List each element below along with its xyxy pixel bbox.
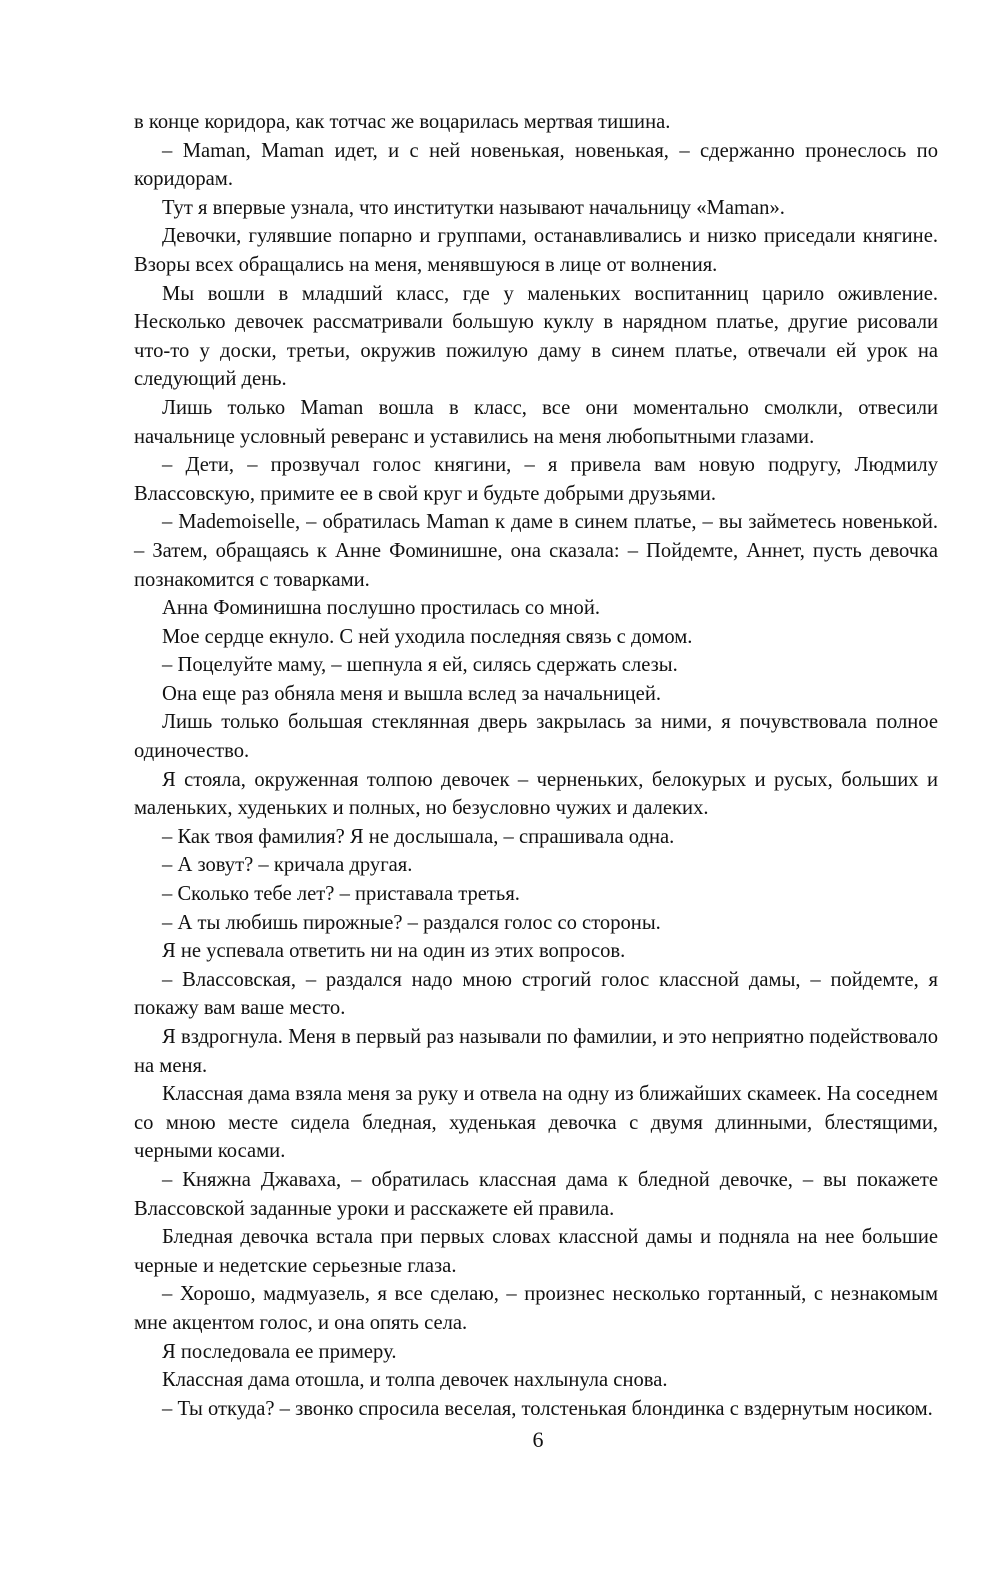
paragraph: – А зовут? – кричала другая.	[162, 854, 413, 877]
paragraph: Мы вошли в младший класс, где у маленьких воспитанниц царило оживление. Несколько девочек рассматривали большую куклу в нарядном платье, другие рисовали что-то у доски, третьи, окружив пожилую даму в синем платье, отвечали ей урок на следующий день.	[134, 282, 938, 391]
paragraph: Мое сердце екнуло. С ней уходила последняя связь с домом.	[162, 625, 693, 648]
paragraph: Я не успевала ответить ни на один из этих вопросов.	[162, 940, 626, 963]
paragraph: Она еще раз обняла меня и вышла вслед за начальницей.	[162, 682, 661, 705]
paragraph: – Хорошо, мадмуазель, я все сделаю, – произнес несколько гортанный, с незнакомым мне акцентом голос, и она опять села.	[134, 1283, 938, 1334]
paragraph: Я стояла, окруженная толпою девочек – черненьких, белокурых и русых, больших и маленьких, худеньких и полных, но безусловно чужих и далеких.	[134, 768, 938, 820]
paragraph: Тут я впервые узнала, что институтки называют начальницу «Maman».	[162, 196, 785, 219]
paragraph: Я последовала ее примеру.	[162, 1340, 397, 1363]
paragraph: Классная дама отошла, и толпа девочек нахлынула снова.	[162, 1369, 668, 1392]
paragraph: – Maman, Maman идет, и с ней новенькая, новенькая, – сдержанно пронеслось по коридорам.	[134, 139, 938, 191]
paragraph: – Сколько тебе лет? – приставала третья.	[162, 883, 520, 906]
paragraph: в конце коридора, как тотчас же воцарилась мертвая тишина.	[134, 111, 671, 133]
paragraph: – Дети, – прозвучал голос княгини, – я привела вам новую подругу, Людмилу Влассовскую, примите ее в свой круг и будьте добрыми друзьями.	[134, 454, 938, 505]
paragraph: Лишь только Maman вошла в класс, все они моментально смолкли, отвесили начальнице условный реверанс и уставились на меня любопытными глазами.	[134, 396, 938, 448]
paragraph: – Княжна Джаваха, – обратилась классная дама к бледной девочке, – вы покажете Влассовской заданные уроки и расскажете ей правила.	[134, 1168, 938, 1220]
paragraph: Бледная девочка встала при первых словах классной дамы и подняла на нее большие черные и недетские серьезные глаза.	[134, 1226, 938, 1277]
paragraph: Анна Фоминишна послушно простилась со мной.	[162, 597, 600, 620]
page-number: 6	[532, 1427, 544, 1452]
paragraph: – Поцелуйте маму, – шепнула я ей, силясь сдержать слезы.	[162, 654, 678, 677]
body-text	[134, 108, 938, 1423]
paragraph: – Mademoiselle, – обратилась Maman к даме в синем платье, – вы займетесь новенькой. – Затем, обращаясь к Анне Фоминишне, она сказала: – Пойдемте, Аннет, пусть девочка познакомится с товарками.	[134, 511, 938, 591]
paragraph: – Ты откуда? – звонко спросила веселая, толстенькая блондинка с вздернутым носиком.	[162, 1397, 933, 1420]
paragraph: Девочки, гулявшие попарно и группами, останавливались и низко приседали княгине. Взоры всех обращались на меня, менявшуюся в лице от волнения.	[134, 225, 938, 276]
paragraph: – Влассовская, – раздался надо мною строгий голос классной дамы, – пойдемте, я покажу вам ваше место.	[134, 968, 938, 1020]
paragraph: Классная дама взяла меня за руку и отвела на одну из ближайших скамеек. На соседнем со мною месте сидела бледная, худенькая девочка с двумя длинными, блестящими, черными косами.	[134, 1083, 938, 1163]
paragraph: – А ты любишь пирожные? – раздался голос со стороны.	[162, 911, 661, 934]
paragraph: Лишь только большая стеклянная дверь закрылась за ними, я почувствовала полное одиночество.	[134, 711, 938, 763]
paragraph: – Как твоя фамилия? Я не дослышала, – спрашивала одна.	[162, 825, 675, 848]
paragraph: Я вздрогнула. Меня в первый раз называли по фамилии, и это неприятно подействовало на меня.	[134, 1026, 938, 1077]
